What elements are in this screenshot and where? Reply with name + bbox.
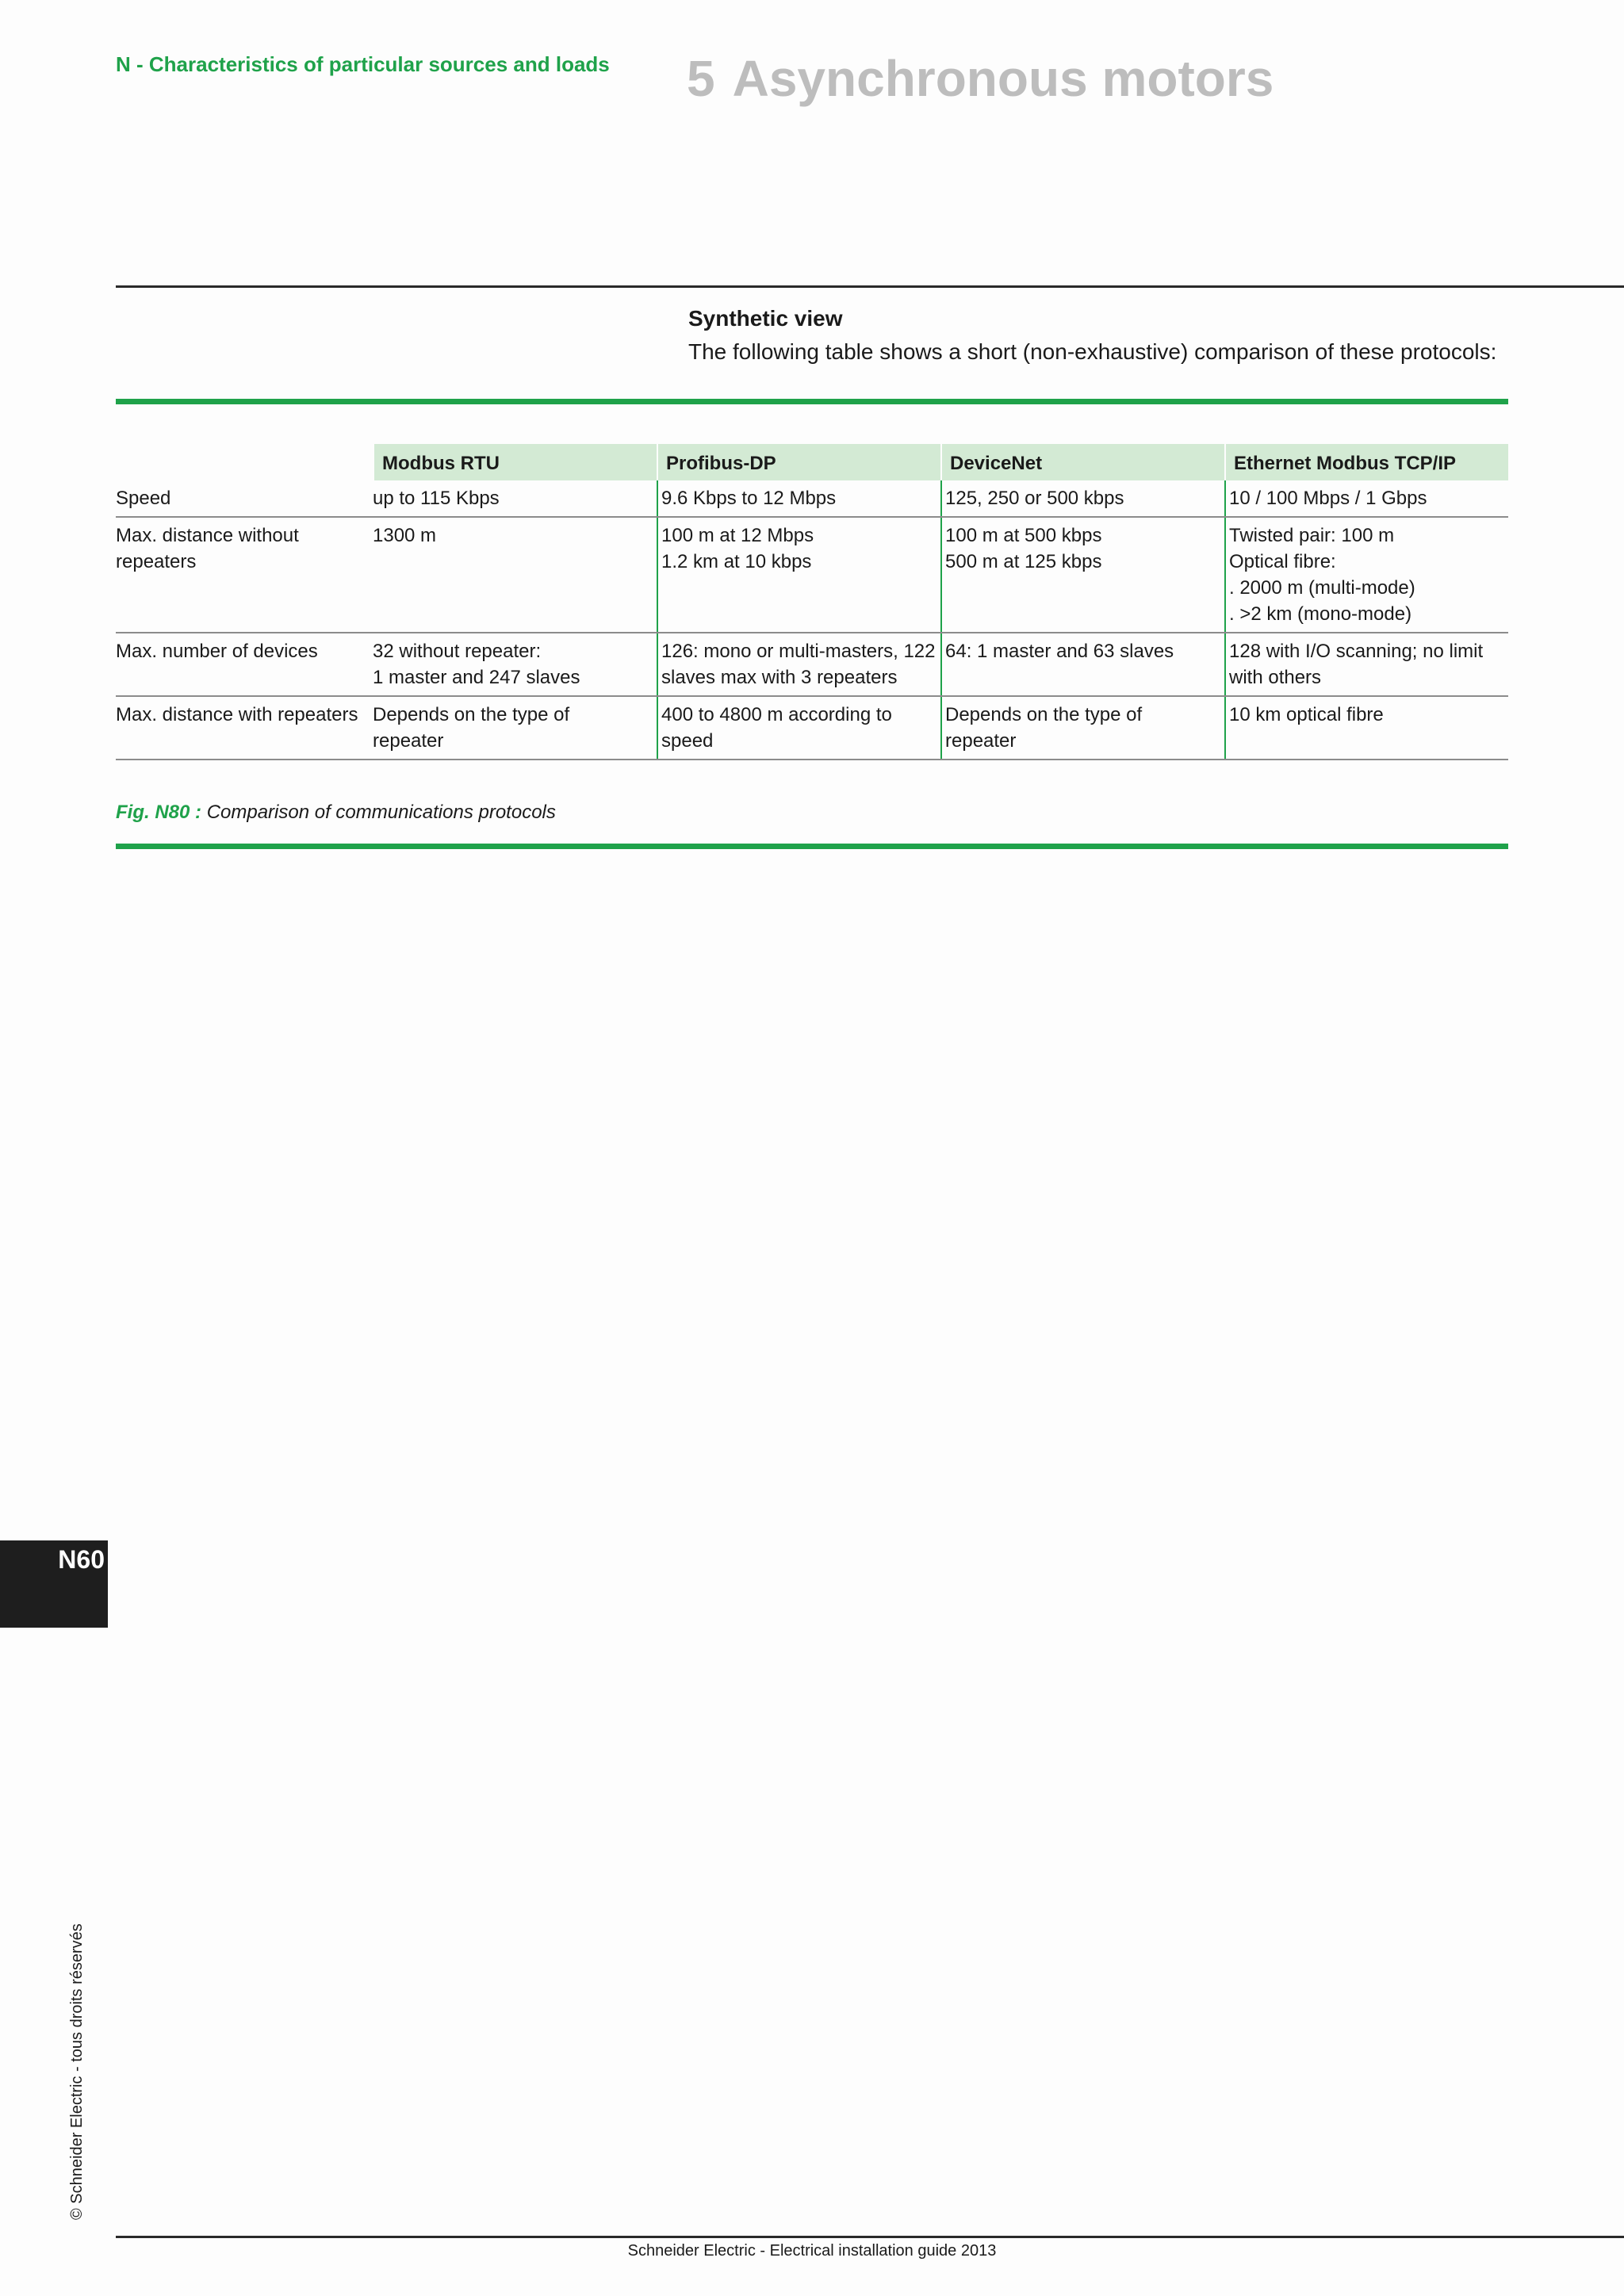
table-cell	[940, 480, 1224, 516]
table-cell-line: slaves max with 3 repeaters	[661, 667, 898, 688]
intro-paragraph: The following table shows a short (non-exhaustive) comparison of these protocols:	[688, 339, 1497, 364]
page-footer: Schneider Electric - Electrical installation guide 2013	[627, 2242, 997, 2260]
column-header: Modbus RTU	[373, 444, 657, 480]
figure-top-rule	[116, 399, 1508, 404]
table-cell	[657, 633, 940, 695]
table-cell-line: 400 to 4800 m according to	[661, 704, 892, 725]
table-cell-line: 32 without repeater:	[373, 641, 542, 662]
table-row	[116, 518, 1508, 633]
table-cell-line: Optical fibre:	[1229, 551, 1336, 572]
table-cell-line: Depends on the type of	[945, 704, 1143, 725]
table-cell	[373, 518, 657, 632]
table-cell-line: 1300 m	[373, 525, 437, 546]
table-cell-line: 64: 1 master and 63 slaves	[945, 641, 1174, 662]
column-header: DeviceNet	[940, 444, 1224, 480]
table-cell	[940, 697, 1224, 759]
table-cell-line: up to 115 Kbps	[373, 488, 500, 509]
figure-bottom-rule	[116, 844, 1508, 849]
table-cell	[657, 518, 940, 632]
table-cell-line: with others	[1229, 667, 1322, 688]
section-title	[687, 49, 1274, 108]
table-cell-line: 128 with I/O scanning; no limit	[1229, 641, 1484, 662]
figure-number: Fig. N80 :	[116, 802, 202, 823]
table-row	[116, 480, 1508, 518]
row-label-line: Max. distance without	[116, 525, 299, 546]
table-cell-line: 9.6 Kbps to 12 Mbps	[661, 488, 837, 509]
column-header: Ethernet Modbus TCP/IP	[1224, 444, 1508, 480]
row-label	[116, 518, 373, 632]
top-divider	[116, 285, 1624, 288]
table-cell-line: 1.2 km at 10 kbps	[661, 551, 812, 572]
table-cell-line: 10 km optical fibre	[1229, 704, 1384, 725]
bottom-divider	[116, 2236, 1624, 2238]
row-label	[116, 480, 373, 516]
table-cell-line: 126: mono or multi-masters, 122	[661, 641, 936, 662]
table-cell-line: . >2 km (mono-mode)	[1229, 603, 1412, 625]
table-body	[116, 480, 1508, 760]
row-label-line: repeaters	[116, 551, 197, 572]
table-cell	[1224, 697, 1508, 759]
table-cell-line: 10 / 100 Mbps / 1 Gbps	[1229, 488, 1427, 509]
table-cell-line: Depends on the type of	[373, 704, 570, 725]
table-cell	[373, 633, 657, 695]
subsection-heading: Synthetic view	[688, 306, 843, 331]
section-name: Asynchronous motors	[732, 50, 1274, 107]
figure-caption	[116, 802, 556, 824]
header-empty-cell	[116, 444, 373, 480]
table-header-row	[116, 444, 1508, 480]
table-cell	[1224, 633, 1508, 695]
table-cell-line: repeater	[945, 730, 1017, 752]
table-cell	[373, 697, 657, 759]
table-row	[116, 633, 1508, 697]
table-cell-line: 125, 250 or 500 kbps	[945, 488, 1124, 509]
table-cell	[657, 697, 940, 759]
table-cell-line: repeater	[373, 730, 444, 752]
table-cell-line: 500 m at 125 kbps	[945, 551, 1102, 572]
page-number: N60	[58, 1545, 105, 1574]
section-number: 5	[687, 50, 715, 107]
chapter-title: N - Characteristics of particular sources and loads	[116, 52, 610, 76]
comparison-table	[116, 444, 1508, 760]
table-row	[116, 697, 1508, 760]
page-number-tab	[0, 1540, 108, 1628]
figure-caption-text: Comparison of communications protocols	[206, 802, 556, 823]
row-label	[116, 633, 373, 695]
table-cell	[940, 518, 1224, 632]
table-cell-line: . 2000 m (multi-mode)	[1229, 577, 1415, 599]
table-cell-line: 1 master and 247 slaves	[373, 667, 580, 688]
row-label-line: Speed	[116, 488, 171, 509]
table-cell-line: Twisted pair: 100 m	[1229, 525, 1395, 546]
table-cell	[1224, 480, 1508, 516]
table-cell	[1224, 518, 1508, 632]
copyright-notice: © Schneider Electric - tous droits réservés	[68, 1923, 86, 2220]
table-cell-line: 100 m at 12 Mbps	[661, 525, 814, 546]
table-cell	[373, 480, 657, 516]
table-cell-line: 100 m at 500 kbps	[945, 525, 1102, 546]
row-label-line: Max. distance with repeaters	[116, 704, 358, 725]
table-cell	[940, 633, 1224, 695]
column-header: Profibus-DP	[657, 444, 940, 480]
row-label-line: Max. number of devices	[116, 641, 318, 662]
table-cell	[657, 480, 940, 516]
row-label	[116, 697, 373, 759]
table-cell-line: speed	[661, 730, 714, 752]
